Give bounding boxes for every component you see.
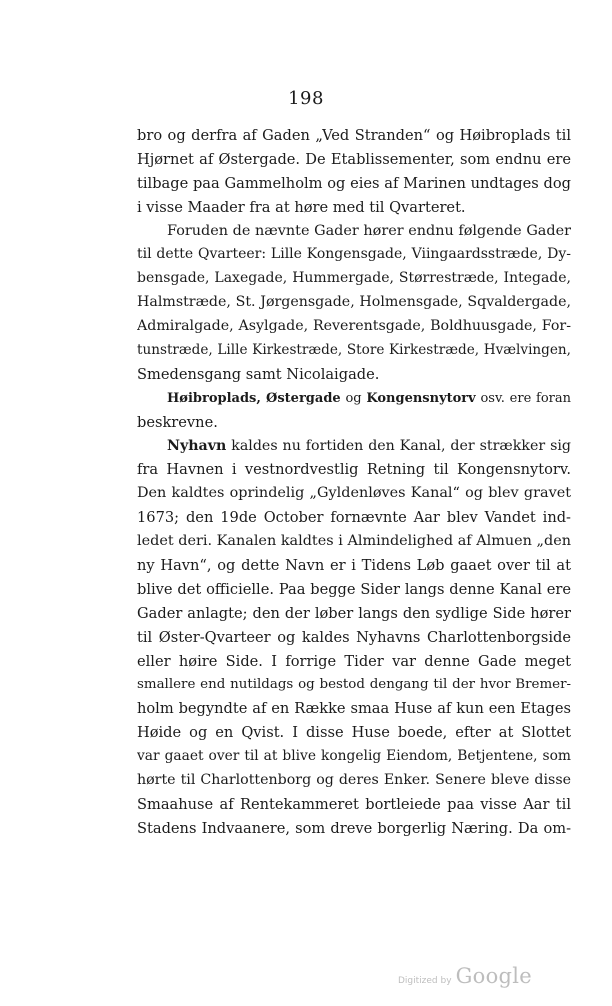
text-line: ledet deri. Kanalen kaldtes i Almindelighed af Almuen „den [137, 533, 571, 550]
text-line: Høide og en Qvist. I disse Huse boede, efter at Slottet [137, 724, 571, 742]
street-name-bold: Kongensnytorv [366, 390, 476, 406]
text-line: Høibroplads, Østergade og Kongensnytorv osv. ere foran [167, 390, 571, 406]
text-line: eller høire Side. I forrige Tider var denne Gade meget [137, 652, 571, 670]
text-line: Admiralgade, Asylgade, Reverentsgade, Boldhuusgade, For- [137, 318, 571, 335]
text-line: holm begyndte af en Række smaa Huse af kun een Etages [137, 700, 571, 718]
text-line: Gader anlagte; den der løber langs den sydlige Side hører [137, 604, 571, 622]
text-line: bensgade, Laxegade, Hummergade, Størrestræde, Integade, [137, 270, 571, 287]
text-line: blive det officielle. Paa begge Sider langs denne Kanal ere [137, 580, 571, 598]
text-line: 1673; den 19de October fornævnte Aar blev Vandet ind- [137, 509, 571, 527]
text-line: til Øster-Qvarteer og kaldes Nyhavns Charlottenborgside [137, 628, 571, 646]
text-line: Hjørnet af Østergade. De Etablissementer, som endnu ere [137, 150, 571, 168]
google-watermark [398, 964, 538, 990]
text-line: tilbage paa Gammelholm og eies af Marinen undtages dog [137, 174, 571, 192]
text-line: til dette Qvarteer: Lille Kongensgade, Viingaardsstræde, Dy- [137, 246, 571, 263]
text-line: Smaahuse af Rentekammeret bortleiede paa visse Aar til [137, 795, 571, 813]
text-line: Den kaldtes oprindelig „Gyldenløves Kanal“ og blev gravet [137, 485, 571, 502]
text-line: Halmstræde, St. Jørgensgade, Holmensgade, Sqvaldergade, [137, 294, 571, 311]
page-number: 198 [288, 88, 324, 109]
body-text [137, 124, 571, 841]
text-line: fra Havnen i vestnordvestlig Retning til Kongensnytorv. [137, 461, 571, 479]
text-line: i visse Maader fra at høre med til Qvarteret. [137, 198, 466, 216]
text-line: hørte til Charlottenborg og deres Enker. Senere bleve disse [137, 772, 571, 789]
street-name-bold: Nyhavn [167, 437, 227, 454]
text-line: Foruden de nævnte Gader hører endnu følgende Gader [167, 222, 571, 239]
text-line: ny Havn“, og dette Navn er i Tidens Løb gaaet over til at [137, 557, 571, 575]
google-logo: Google [455, 964, 533, 988]
text-line: Nyhavn kaldes nu fortiden den Kanal, der strækker sig [167, 437, 571, 454]
text-line: Stadens Indvaanere, som drevе borgerlig Næring. Da om- [137, 819, 571, 837]
street-name-bold: Høibroplads, Østergade [167, 390, 341, 406]
text-line: tunstræde, Lille Kirkestræde, Store Kirkestræde, Hvælvingen, [137, 342, 571, 359]
text-line: smallere end nutildags og bestod dengang til der hvor Bremer- [137, 677, 571, 693]
text-line: beskrevne. [137, 413, 218, 431]
digitized-by-label: Digitized by [398, 976, 452, 986]
text-line: var gaaet over til at blive kongelig Eiendom, Betjentene, som [137, 748, 571, 765]
text-line: bro og derfra af Gaden „Ved Stranden“ og Høibroplads til [137, 127, 571, 144]
text-line: Smedensgang samt Nicolaigade. [137, 365, 380, 383]
